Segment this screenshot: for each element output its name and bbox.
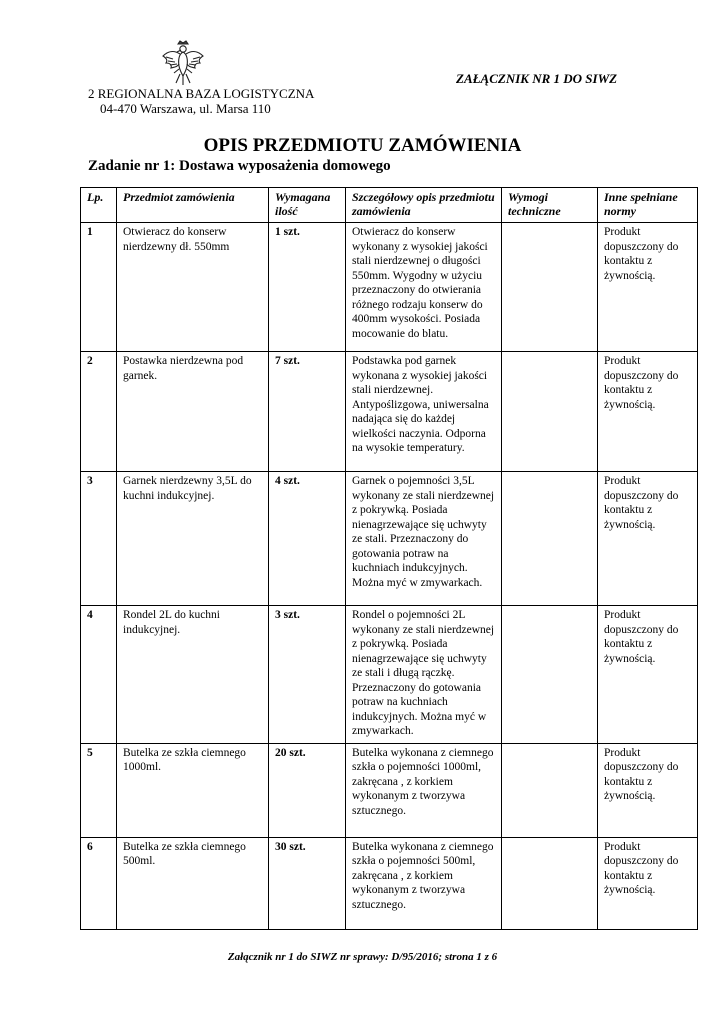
item-quantity: 3 szt. <box>269 606 346 744</box>
item-description: Garnek o pojemności 3,5L wykonany ze stali nierdzewnej z pokrywką. Posiada nienagrzewające się uchwyty ze stali. Przeznaczony do gotowania potraw na kuchniach indukcyjnych. Można myć w zmywarkach. <box>346 472 502 606</box>
organization-address <box>88 86 314 116</box>
item-description: Rondel o pojemności 2L wykonany ze stali nierdzewnej z pokrywką. Posiada nienagrzewające się uchwyty ze stali i długą rączkę. Przeznaczony do gotowania potraw na kuchniach indukcyjnych. Można myć w zmywarkach. <box>346 606 502 744</box>
row-number: 3 <box>81 472 117 606</box>
item-technical-requirements <box>502 223 598 352</box>
page-footer: Załącznik nr 1 do SIWZ nr sprawy: D/95/2016; strona 1 z 6 <box>227 951 498 963</box>
table-row <box>81 837 698 929</box>
item-norms: Produkt dopuszczony do kontaktu z żywnością. <box>598 472 698 606</box>
item-norms: Produkt dopuszczony do kontaktu z żywnością. <box>598 837 698 929</box>
task-subtitle: Zadanie nr 1: Dostawa wyposażenia domowego <box>88 158 391 174</box>
organization-name: 2 REGIONALNA BAZA LOGISTYCZNA <box>88 86 315 101</box>
row-number: 5 <box>81 743 117 837</box>
item-name: Otwieracz do konserw nierdzewny dł. 550mm <box>117 223 269 352</box>
item-technical-requirements <box>502 743 598 837</box>
row-number: 2 <box>81 352 117 472</box>
item-norms: Produkt dopuszczony do kontaktu z żywnością. <box>598 223 698 352</box>
item-name: Rondel 2L do kuchni indukcyjnej. <box>117 606 269 744</box>
item-technical-requirements <box>502 352 598 472</box>
item-description: Butelka wykonana z ciemnego szkła o pojemności 1000ml, zakręcana , z korkiem wykonanym z tworzywa sztucznego. <box>346 743 502 837</box>
table-row <box>81 472 698 606</box>
column-header-item: Przedmiot zamówienia <box>117 188 269 223</box>
table-header-row <box>81 188 698 223</box>
polish-eagle-emblem-icon <box>160 40 206 86</box>
table-row <box>81 743 698 837</box>
item-description: Otwieracz do konserw wykonany z wysokiej jakości stali nierdzewnej o długości 550mm. Wygodny w użyciu przeznaczony do otwierania różnego rodzaju konserw do 400mm wysokości. Posiada mocowanie do blatu. <box>346 223 502 352</box>
item-description: Podstawka pod garnek wykonana z wysokiej jakości stali nierdzewnej. Antypoślizgowa, uniwersalna nadająca się do każdej wielkości naczynia. Odporna na wysokie temperatury. <box>346 352 502 472</box>
item-quantity: 1 szt. <box>269 223 346 352</box>
column-header-technical-requirements: Wymogi techniczne <box>502 188 598 223</box>
item-quantity: 7 szt. <box>269 352 346 472</box>
column-header-other-norms: Inne spełniane normy <box>598 188 698 223</box>
item-description: Butelka wykonana z ciemnego szkła o pojemności 500ml, zakręcana , z korkiem wykonanym z tworzywa sztucznego. <box>346 837 502 929</box>
row-number: 1 <box>81 223 117 352</box>
row-number: 4 <box>81 606 117 744</box>
item-name: Postawka nierdzewna pod garnek. <box>117 352 269 472</box>
item-quantity: 30 szt. <box>269 837 346 929</box>
organization-street-address: 04-470 Warszawa, ul. Marsa 110 <box>100 101 271 116</box>
item-technical-requirements <box>502 472 598 606</box>
item-technical-requirements <box>502 606 598 744</box>
item-norms: Produkt dopuszczony do kontaktu z żywnością. <box>598 352 698 472</box>
item-name: Butelka ze szkła ciemnego 1000ml. <box>117 743 269 837</box>
item-technical-requirements <box>502 837 598 929</box>
document-title: OPIS PRZEDMIOTU ZAMÓWIENIA <box>203 135 522 156</box>
item-norms: Produkt dopuszczony do kontaktu z żywnością. <box>598 606 698 744</box>
annex-label: ZAŁĄCZNIK NR 1 DO SIWZ <box>456 71 618 86</box>
table-row <box>81 352 698 472</box>
column-header-lp: Lp. <box>81 188 117 223</box>
item-name: Butelka ze szkła ciemnego 500ml. <box>117 837 269 929</box>
item-name: Garnek nierdzewny 3,5L do kuchni indukcyjnej. <box>117 472 269 606</box>
item-quantity: 20 szt. <box>269 743 346 837</box>
item-norms: Produkt dopuszczony do kontaktu z żywnością. <box>598 743 698 837</box>
item-quantity: 4 szt. <box>269 472 346 606</box>
row-number: 6 <box>81 837 117 929</box>
column-header-quantity: Wymagana ilość <box>269 188 346 223</box>
column-header-description: Szczegółowy opis przedmiotu zamówienia <box>346 188 502 223</box>
order-specification-table <box>80 187 698 930</box>
table-row <box>81 223 698 352</box>
table-row <box>81 606 698 744</box>
